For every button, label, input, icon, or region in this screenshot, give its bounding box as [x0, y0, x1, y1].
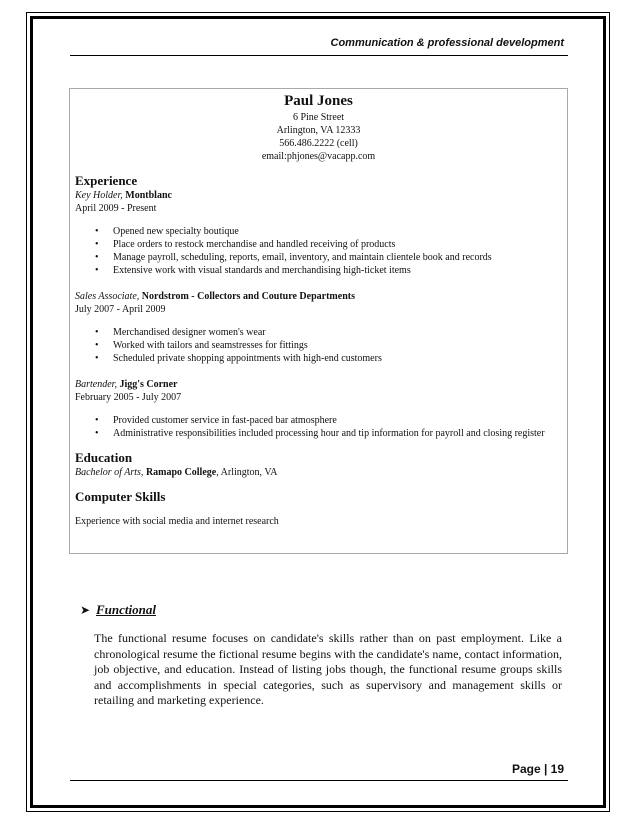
- computer-skills-text: Experience with social media and internet research: [75, 516, 279, 527]
- job-1-title: Key Holder,: [75, 190, 123, 201]
- job-2-employer: Nordstrom - Collectors and Couture Departments: [141, 291, 355, 302]
- arrow-bullet-icon: ➤: [80, 603, 91, 617]
- list-item: • Scheduled private shopping appointments with high-end customers: [75, 352, 562, 365]
- resume-phone: 566.486.2222 (cell): [279, 138, 358, 149]
- college-name: Ramapo College: [145, 467, 217, 478]
- list-item: • Place orders to restock merchandise and handled receiving of products: [75, 238, 562, 251]
- job-2-duties: [75, 326, 562, 365]
- resume-email: email:phjones@vacapp.com: [261, 151, 376, 162]
- list-item: • Extensive work with visual standards and merchandising high-ticket items: [75, 264, 562, 277]
- job-3-dates: February 2005 - July 2007: [75, 392, 182, 403]
- list-item: • Opened new specialty boutique: [75, 225, 562, 238]
- education-heading: Education: [75, 450, 133, 465]
- resume-sample-box: [69, 88, 568, 554]
- functional-heading: Functional: [96, 602, 156, 617]
- education-line: [75, 466, 562, 479]
- job-1-dates: April 2009 - Present: [75, 203, 157, 214]
- footer-rule: [70, 780, 568, 781]
- job-2-dates: July 2007 - April 2009: [75, 304, 166, 315]
- degree: Bachelor of Arts,: [75, 467, 144, 478]
- experience-heading: Experience: [75, 173, 138, 188]
- list-item: • Administrative responsibilities included processing hour and tip information for payroll and closing register: [75, 427, 562, 440]
- resume-address-line-2: Arlington, VA 12333: [276, 125, 361, 136]
- job-1-duties: [75, 225, 562, 277]
- page-header-title: Communication & professional development: [330, 37, 564, 49]
- job-1-title-line: [75, 189, 562, 202]
- resume-name: Paul Jones: [284, 93, 353, 109]
- resume-contact-block: [75, 91, 562, 163]
- job-1-employer: Montblanc: [125, 190, 172, 201]
- resume-address-line-1: 6 Pine Street: [292, 112, 345, 123]
- list-item: • Provided customer service in fast-paced bar atmosphere: [75, 414, 562, 427]
- job-3-title: Bartender,: [75, 379, 117, 390]
- list-item: • Worked with tailors and seamstresses for fittings: [75, 339, 562, 352]
- list-item: • Manage payroll, scheduling, reports, email, inventory, and maintain clientele book and records: [75, 251, 562, 264]
- page-number: Page | 19: [511, 762, 564, 776]
- job-3-employer: Jigg's Corner: [119, 379, 178, 390]
- functional-body-text: The functional resume focuses on candidate's skills rather than on past employment. Like a chronological resume the fictional resume begins with the candidate's name, contact information, job objective, and education. Instead of listing jobs though, the functional resume groups skills and accomplishments in special categories, such as supervisory and management skills or retailing and marketing experience.: [94, 631, 562, 708]
- header-rule: [70, 55, 568, 56]
- job-2-title: Sales Associate,: [75, 291, 140, 302]
- job-3-duties: [75, 414, 562, 440]
- computer-skills-heading: Computer Skills: [75, 489, 166, 504]
- job-3-title-line: [75, 378, 562, 391]
- job-2-title-line: [75, 290, 562, 303]
- list-item: • Merchandised designer women's wear: [75, 326, 562, 339]
- college-location: , Arlington, VA: [216, 467, 278, 478]
